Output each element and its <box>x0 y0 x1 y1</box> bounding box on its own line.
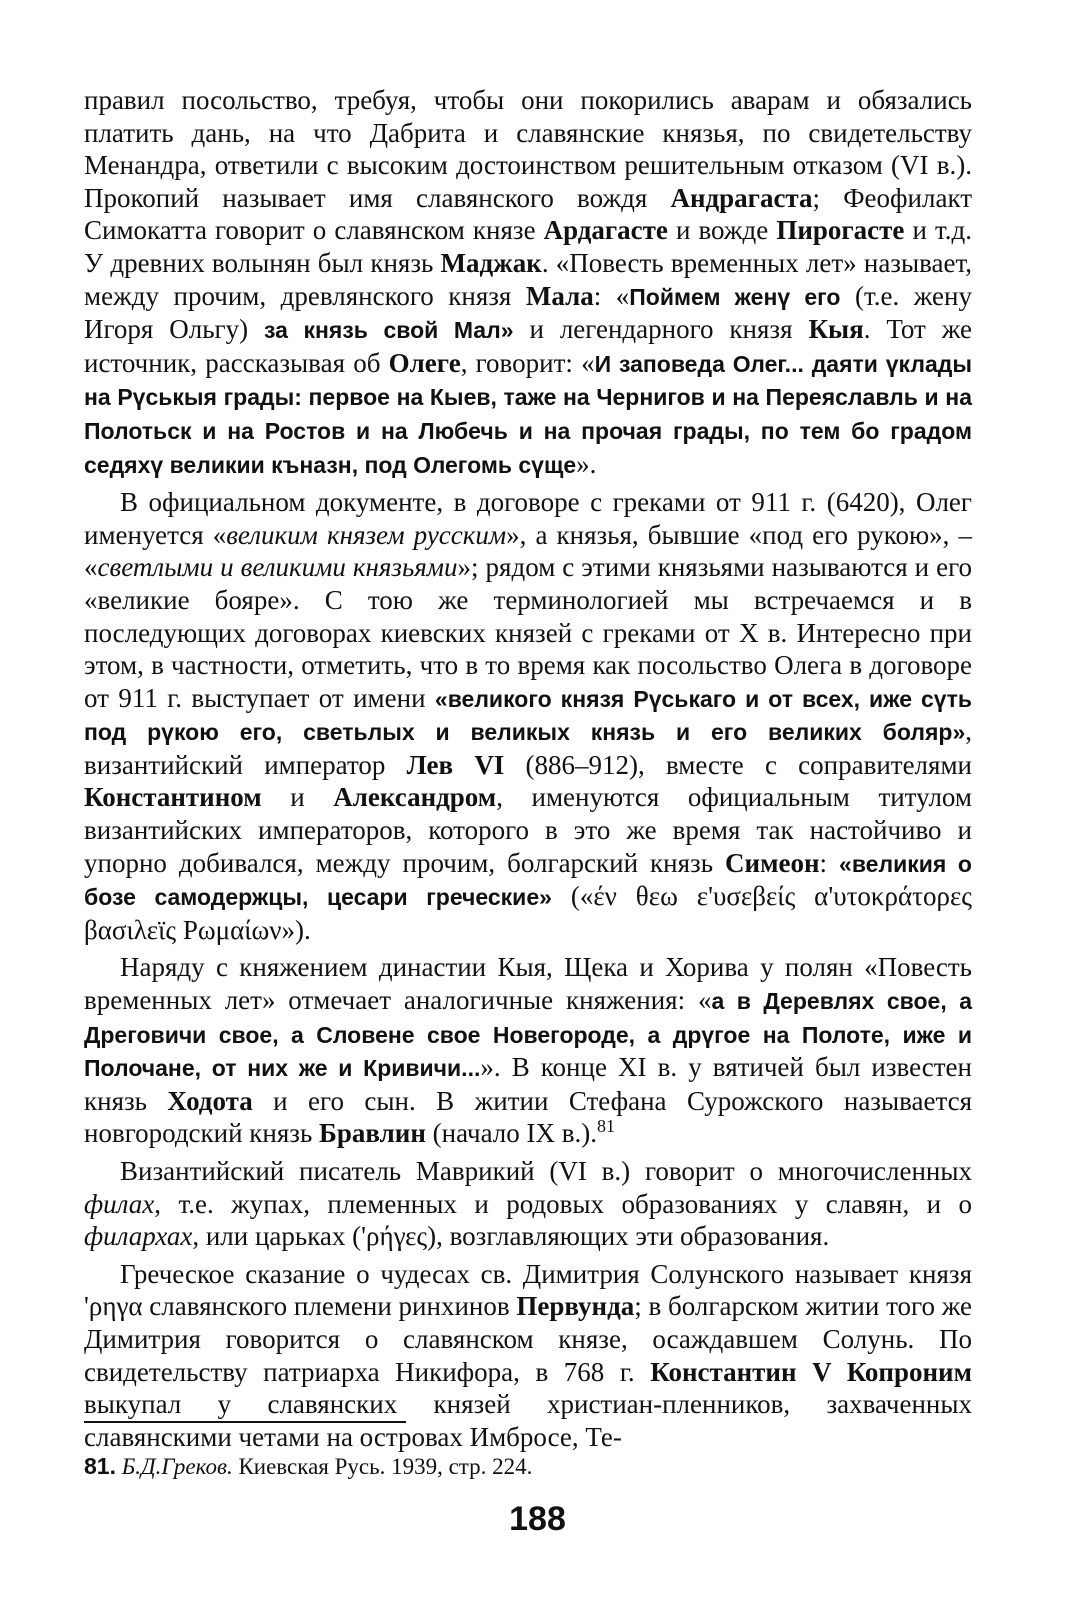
bold-name: Лев VI <box>406 749 505 780</box>
text-run: . Тот же источник, рассказывая об <box>84 314 972 378</box>
old-slavonic-quote: И заповеда Олег... даяти үклады на Рүськыя грады: первое на Кыев, таже на Чернигов и на Переяславль и на Полотьск и на Ростов и на Любечь и на прочая грады, по тем бо градом седяхү великии къназн, под Олегомь сүще <box>84 350 972 478</box>
footnote-ref: 81 <box>597 1116 615 1137</box>
text-run: (т.е. жену Игоря Ольгу) <box>84 280 972 345</box>
page-number: 188 <box>509 1500 566 1538</box>
text-run: и т.д. У древних волынян был князь <box>84 215 972 278</box>
text-run: Греческое сказание о чудесах св. Димитрия Солунского называет князя 'ρηγα славянского племени ринхинов <box>84 1258 972 1322</box>
text-run: , византийский император <box>84 716 972 780</box>
bold-name: Симеон <box>725 847 820 878</box>
italic-phrase: великим князем русским <box>226 519 507 550</box>
bold-name: Бравлин <box>319 1118 426 1149</box>
text-run: »; рядом с этими князьями называются и его «великие бояре». С тою же терминологией мы встречаемся и в последующих договорах киевских князей с греками от X в. Интересно при этом, в частности, отметить, что в то время как посольство Олега в договоре от 911 г. выступает от имени <box>84 552 972 713</box>
bold-name: Ходота <box>167 1085 253 1116</box>
text-run: , или царьках ('ρήγες), возглавляющих эти образования. <box>192 1221 830 1252</box>
text-run: выкупал у славянских князей христиан-пленников, захваченных славянскими четами на островах Имбросе, Те- <box>84 1389 972 1452</box>
text-run: , т.е. жупах, племенных и родовых образованиях у славян, и о <box>154 1188 972 1219</box>
footnote <box>84 1452 984 1481</box>
text-run: ». В конце XI в. у вятичей был известен князь <box>84 1052 972 1116</box>
footnote-author: Б.Д.Греков. <box>121 1454 233 1479</box>
bold-name: Мала <box>525 280 594 311</box>
text-run: , именуются официальным титулом византийских императоров, которого в это же время так настойчиво и упорно добивался, между прочим, болгарский князь <box>84 782 972 878</box>
text-run: : <box>819 847 840 878</box>
text-run: («έν θεω ε'υσεβείς α'υτοκράτορες βασιλεϊς Ρωμαίων»). <box>84 881 972 945</box>
italic-phrase: филах <box>84 1188 155 1219</box>
bold-name: Андрагаста <box>670 182 813 213</box>
paragraph-4 <box>84 1155 972 1253</box>
bold-name: Первунда <box>516 1291 635 1322</box>
old-slavonic-quote: а в Деревлях свое, а Дреговичи свое, а Словене свое Новегороде, а дрүгое на Полоте, иже и Полочане, от них же и Кривичи... <box>84 988 972 1082</box>
text-run: правил посольство, требуя, чтобы они покорились аварам и обязались платить дань, на что Дабрита и славянские князья, по свидетельству Менандра, ответили с высоким достоинством решительным отказом (VI в.). Прокопий называет имя славянского вождя <box>84 85 972 213</box>
text-run: ; в болгарском житии того же Димитрия говорится о славянском князе, осаждавшем Солунь. По свидетельству патриарха Никифора, в 768 г. <box>84 1291 972 1387</box>
italic-phrase: светлыми и великими князьями <box>97 552 458 583</box>
old-slavonic-quote: «великого князя Рүськаго и от всех, иже сүть под рүкою его, светьлых и великых князь и его великих боляр» <box>84 685 972 746</box>
text-run: ». <box>576 448 597 479</box>
paragraph-2 <box>84 486 972 946</box>
bold-name: Ардагасте <box>543 215 668 246</box>
text-run: Византийский писатель Маврикий (VI в.) говорит о многочисленных <box>120 1156 972 1186</box>
footnote-separator <box>84 1421 406 1423</box>
text-run: и <box>261 782 334 813</box>
old-slavonic-quote: Поймем женү его <box>629 283 841 310</box>
text-run: и вожде <box>667 215 777 246</box>
text-run: и его сын. В житии Стефана Сурожского называется новгородский князь <box>84 1085 973 1149</box>
text-run: ; Феофилакт Симокатта говорит о славянском князе <box>84 182 973 246</box>
bold-name: Константин V Копроним <box>650 1356 973 1387</box>
text-run: : « <box>593 280 630 311</box>
bold-name: Константином <box>84 782 262 813</box>
paragraph-3 <box>84 951 972 1150</box>
text-run: В официальном документе, в договоре с греками от 911 г. (6420), Олег именуется « <box>84 487 972 550</box>
text-run: и легендарного князя <box>513 314 809 345</box>
footnote-number: 81. <box>84 1453 116 1479</box>
text-run: Наряду с княжением династии Кыя, Щека и Хорива у полян «Повесть временных лет» отмечает аналогичные княжения: « <box>84 952 972 1016</box>
main-text <box>84 84 972 1453</box>
footnote-source: Киевская Русь. 1939, стр. 224. <box>238 1454 533 1479</box>
paragraph-5 <box>84 1258 972 1454</box>
italic-phrase: филархах <box>84 1221 193 1252</box>
old-slavonic-quote: «великия о бозе самодержцы, цесари греческие» <box>84 850 972 911</box>
text-run: », а князья, бывшие «под его рукою», – « <box>84 519 972 583</box>
bold-name: Кыя <box>808 314 864 345</box>
paragraph-1 <box>84 84 972 481</box>
text-run: (начало IX в.). <box>425 1118 597 1149</box>
old-slavonic-quote: за князь свой Мал» <box>264 317 514 344</box>
text-run: . «Повесть временных лет» называет, между прочим, древлянского князя <box>84 247 972 311</box>
bold-name: Олеге <box>388 347 461 378</box>
text-run: (886–912), вместе с соправителями <box>504 749 972 780</box>
bold-name: Пирогасте <box>776 215 905 246</box>
text-run: , говорит: « <box>460 347 595 378</box>
bold-name: Маджак <box>440 247 542 278</box>
bold-name: Александром <box>333 782 497 813</box>
